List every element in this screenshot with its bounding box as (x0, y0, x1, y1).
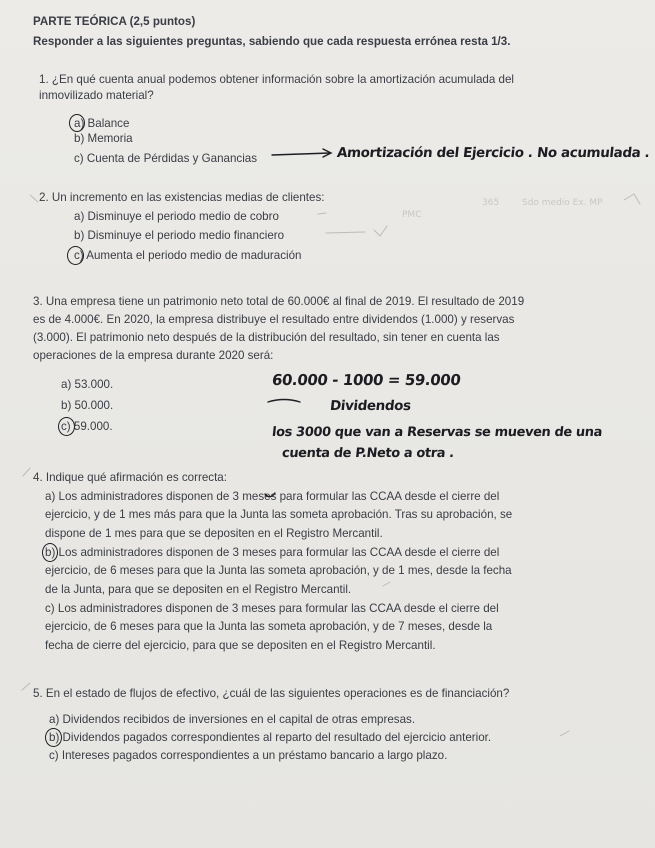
q4-option-a-line2: ejercicio, y de 1 mes más para que la Junta las someta aprobación. Tras su aprobación, se (45, 508, 513, 521)
margin-mark-q4 (23, 468, 30, 476)
faint-note-365: 365 (482, 198, 500, 208)
q3-option-a: a) 53.000. (61, 378, 114, 391)
q4-option-b-line1: b) Los administradores disponen de 3 meses para formular las CCAA desde el cierre del (45, 546, 500, 559)
q5-option-c: c) Intereses pagados correspondientes a un préstamo bancario a largo plazo. (49, 749, 448, 762)
q3-stem-line4: operaciones de la empresa durante 2020 será: (33, 349, 274, 362)
q3-stem-line3: (3.000). El patrimonio neto después de la distribución del resultado, sin tener en cuenta las (33, 331, 500, 344)
dash-q5 (560, 731, 569, 736)
q1-option-c: c) Cuenta de Pérdidas y Ganancias (74, 152, 258, 165)
q1-option-a: a) Balance (74, 117, 130, 130)
q2-option-a: a) Disminuye el periodo medio de cobro (74, 210, 279, 223)
dash-q2-a (318, 213, 326, 214)
margin-mark-q2 (30, 195, 38, 202)
tick-q2 (374, 226, 387, 236)
q4-option-c-line2: ejercicio, de 6 meses para que la Junta las someta aprobación, y de 7 meses, desde la (45, 620, 493, 633)
q4-option-a-line1: a) Los administradores disponen de 3 meses para formular las CCAA desde el cierre del (45, 490, 500, 503)
handwritten-note-q3-line1: los 3000 que van a Reservas se mueven de una (271, 425, 603, 440)
dash-q2-b (326, 232, 365, 233)
handwritten-calc-q3: 60.000 - 1000 = 59.000 (271, 371, 462, 389)
q2-stem: 2. Un incremento en las existencias medias de clientes: (39, 191, 325, 204)
underline-q3-calc (268, 400, 300, 403)
q1-stem-line2: inmovilizado material? (39, 89, 154, 102)
handwritten-dividendos: Dividendos (329, 398, 412, 414)
instructions: Responder a las siguientes preguntas, sabiendo que cada respuesta errónea resta 1/3. (33, 35, 511, 48)
section-title: PARTE TEÓRICA (2,5 puntos) (33, 15, 196, 28)
q2-option-c: c) Aumenta el periodo medio de maduración (74, 249, 302, 262)
q4-option-b-line2: ejercicio, de 6 meses para que la Junta las someta aprobación, y de 1 mes, desde la fecha (45, 564, 512, 577)
handwritten-note-q3-line2: cuenta de P.Neto a otra . (281, 446, 455, 461)
q1-stem-line1: 1. ¿En qué cuenta anual podemos obtener información sobre la amortización acumulada del (39, 73, 514, 86)
arrow-line-q1 (272, 153, 330, 155)
margin-mark-right (624, 194, 640, 204)
handwritten-note-q1: Amortización del Ejercicio . No acumulada . (336, 145, 651, 161)
q1-option-b: b) Memoria (74, 132, 133, 145)
faint-note-sdo: Sdo medio Ex. MP (522, 198, 603, 208)
margin-mark-q5 (22, 683, 30, 690)
q3-option-b: b) 50.000. (61, 399, 114, 412)
q4-option-c-line1: c) Los administradores disponen de 3 meses para formular las CCAA desde el cierre del (45, 602, 499, 615)
q4-stem: 4. Indique qué afirmación es correcta: (33, 471, 227, 484)
dash-q4 (383, 582, 390, 586)
q5-option-a: a) Dividendos recibidos de inversiones en el capital de otras empresas. (49, 713, 416, 726)
q4-option-b-line3: de la Junta, para que se depositen en el Registro Mercantil. (45, 583, 352, 596)
q5-option-b: b) Dividendos pagados correspondientes al reparto del resultado del ejercicio anterior. (49, 731, 492, 744)
tick-q4 (265, 493, 275, 497)
q3-stem-line1: 3. Una empresa tiene un patrimonio neto total de 60.000€ al final de 2019. El resultado de 2019 (33, 295, 525, 308)
q2-option-b: b) Disminuye el periodo medio financiero (74, 229, 285, 242)
q5-stem: 5. En el estado de flujos de efectivo, ¿cuál de las siguientes operaciones es de financiación? (33, 687, 510, 700)
q4-option-a-line3: dispone de 1 mes para que se depositen en el Registro Mercantil. (45, 527, 383, 540)
q3-stem-line2: es de 4.000€. En 2020, la empresa distribuye el resultado entre dividendos (1.000) y reservas (33, 313, 515, 326)
q3-option-c: c) 59.000. (61, 420, 113, 433)
q4-option-c-line3: fecha de cierre del ejercicio, para que se depositen en el Registro Mercantil. (45, 639, 436, 652)
faint-note-pmc: PMC (402, 210, 422, 220)
